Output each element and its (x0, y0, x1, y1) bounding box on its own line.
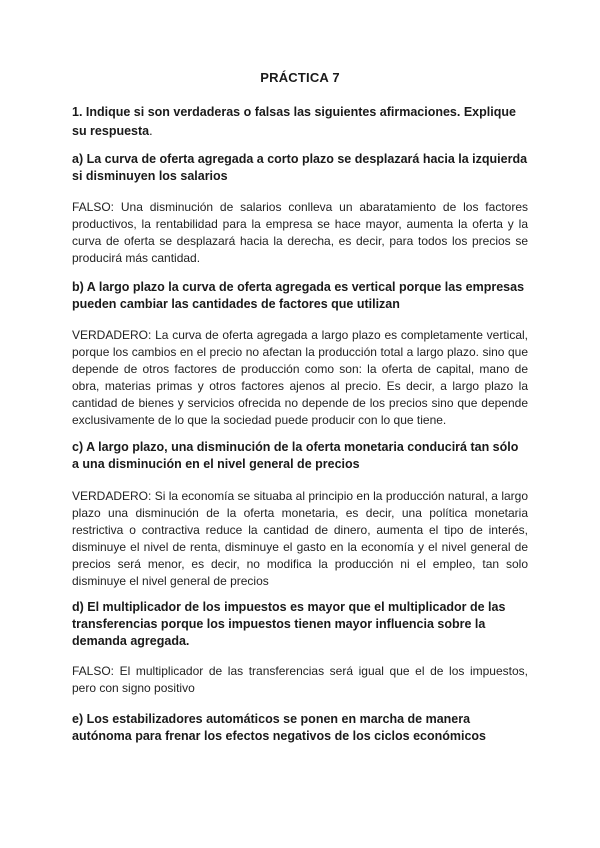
answer-c-text: Si la economía se situaba al principio en la producción natural, a largo plazo una disminución de la oferta monetaria, es decir, una política monetaria restrictiva o contractiva reduce la cantidad de dinero, aumenta el tipo de interés, disminuye el nivel de renta, disminuye el gasto en la economía y el nivel general de precios será menor, es decir, no modifica la producción ni el empleo, tan solo disminuye el nivel general de precios (72, 489, 528, 588)
answer-d-text: El multiplicador de las transferencias será igual que el de los impuestos, pero con signo positivo (72, 664, 528, 695)
answer-d (72, 663, 528, 697)
question-c: c) A largo plazo, una disminución de la oferta monetaria conducirá tan sólo a una disminución en el nivel general de precios (72, 440, 519, 471)
question-e: e) Los estabilizadores automáticos se ponen en marcha de manera autónoma para frenar los efectos negativos de los ciclos económicos (72, 712, 487, 743)
verdict-c: VERDADERO: (72, 489, 152, 503)
question-b: b) A largo plazo la curva de oferta agregada es vertical porque las empresas pueden cambiar las cantidades de factores que utilizan (72, 280, 525, 311)
question-d: d) El multiplicador de los impuestos es mayor que el multiplicador de las transferencias porque los impuestos tienen mayor influencia sobre la demanda agregada. (72, 600, 506, 648)
answer-a-text: Una disminución de salarios conlleva un abaratamiento de los factores productivos, la rentabilidad para la empresa se hace mayor, aumenta la oferta y la curva de oferta se desplazará hacia la derecha, es decir, para todos los precios se producirá más cantidad. (72, 200, 528, 265)
verdict-b: VERDADERO: (72, 328, 152, 342)
answer-c (72, 488, 528, 590)
answer-b-text: La curva de oferta agregada a largo plazo es completamente vertical, porque los cambios en el precio no afectan la producción total a largo plazo. sino que depende de otros factores de producción como son: la oferta de capital, mano de obra, materias primas y otros factores ajenos al precio. Es decir, a largo plazo la cantidad de bienes y servicios ofrecida no depende de los precios sino que depende exclusivamente de lo que la sociedad puede producir con lo que tiene. (72, 328, 528, 427)
verdict-a: FALSO: (72, 200, 115, 214)
instruction-period: . (149, 124, 153, 138)
instruction (72, 103, 528, 141)
instruction-text: 1. Indique si son verdaderas o falsas las siguientes afirmaciones. Explique su respuesta (72, 105, 516, 138)
question-a: a) La curva de oferta agregada a corto plazo se desplazará hacia la izquierda si disminuyen los salarios (72, 152, 528, 183)
answer-a (72, 199, 528, 267)
answer-b (72, 327, 528, 429)
page-title: PRÁCTICA 7 (260, 70, 340, 85)
verdict-d: FALSO: (72, 664, 115, 678)
